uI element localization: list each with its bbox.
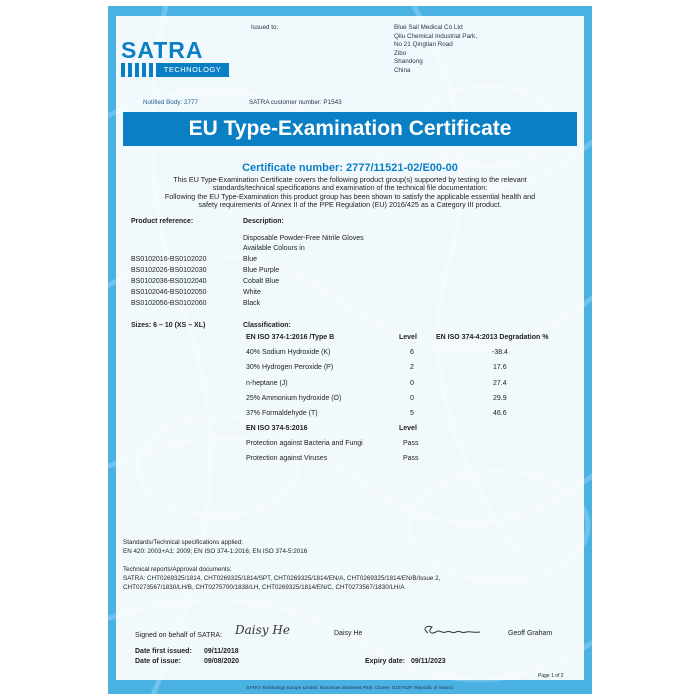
signature-daisy-he: Daisy He — [235, 623, 290, 637]
intro-line: safety requirements of Annex II of the PPE Regulation (EU) 2016/425 as a Category III product. — [198, 200, 502, 210]
table1-header-standard: EN ISO 374-1:2016 /Type B — [246, 334, 335, 341]
table2-header-level: Level — [399, 425, 417, 432]
chemical-degradation: 46.6 — [493, 410, 507, 417]
address-line: Blue Sail Medical Co Ltd — [394, 24, 463, 31]
customer-number: SATRA customer number: P1543 — [249, 99, 342, 106]
intro-line: This EU Type-Examination Certificate covers the following product group(s) supported by testing to the relevant — [173, 175, 527, 184]
intro-line: standards/technical specifications and examination of the technical file documentation: — [212, 183, 488, 193]
product-ref: BS0102046-BS0102050 — [131, 289, 207, 296]
product-ref: BS0102026-BS0102030 — [131, 267, 207, 274]
standards-value: EN 420: 2003+A1: 2009; EN ISO 374-1:2016; EN ISO 374-5:2016 — [123, 548, 308, 555]
date-of-issue-label: Date of issue: — [135, 658, 181, 665]
chemical-name: 30% Hydrogen Peroxide (P) — [246, 364, 334, 371]
intro-paragraph — [134, 176, 566, 210]
chemical-name: 40% Sodium Hydroxide (K) — [246, 349, 331, 356]
sizes: Sizes: 6 – 10 (XS – XL) — [131, 322, 206, 329]
footer-address: SATRA Technology Europe Limited. Bracetown Business Park. Clonee. D15YN2P. Republic of Ireland. — [246, 685, 454, 690]
signed-on-behalf-label: Signed on behalf of SATRA: — [135, 632, 223, 639]
logo-wordmark: SATRA — [121, 37, 204, 63]
product-colour: Cobalt Blue — [243, 278, 280, 285]
reports-line: CHT0273567/1830/LH/B, CHT0275700/1838/LH, CHT0269325/1814/EN/C, CHT0273567/1830/LH/A — [123, 584, 405, 591]
chemical-degradation: 29.9 — [493, 395, 507, 402]
product-colour: White — [243, 289, 261, 296]
chemical-degradation: 27.4 — [493, 380, 507, 387]
logo-stripes — [121, 63, 154, 77]
signatory-name: Daisy He — [334, 630, 363, 637]
address-line: Shandong — [394, 58, 423, 66]
standards-label: Standards/Technical specifications applied: — [123, 539, 244, 546]
chemical-level: 6 — [410, 349, 414, 356]
product-ref: BS0102016-BS0102020 — [131, 256, 207, 263]
description-line: Disposable Powder-Free Nitrile Gloves — [243, 235, 364, 242]
product-colour: Blue — [243, 256, 258, 263]
certificate-number: Certificate number: 2777/11521-02/E00-00 — [242, 162, 458, 174]
certificate-title: EU Type-Examination Certificate — [188, 117, 512, 140]
classification-heading: Classification: — [243, 322, 291, 329]
chemical-degradation: -38.4 — [492, 349, 508, 356]
date-of-issue: 09/08/2020 — [204, 658, 240, 665]
issued-to-label: Issued to: — [251, 24, 279, 31]
description-line: Available Colours in — [243, 245, 305, 252]
chemical-name: n-heptane (J) — [246, 380, 288, 387]
signatory-name: Geoff Graham — [508, 630, 553, 637]
table2-header-standard: EN ISO 374-5:2016 — [246, 425, 308, 432]
product-ref: BS0102036-BS0102040 — [131, 278, 207, 285]
certificate-sheet — [108, 6, 592, 694]
satra-logo — [121, 38, 229, 90]
signature-geoff-graham — [420, 623, 484, 639]
date-first-issued: 09/11/2018 — [204, 648, 239, 655]
product-colour: Black — [243, 300, 261, 307]
description-heading: Description: — [243, 218, 284, 225]
logo-subtext: TECHNOLOGY — [163, 65, 222, 74]
product-ref: BS0102056-BS0102060 — [131, 300, 207, 307]
protection-level: Pass — [403, 455, 419, 462]
table1-header-level: Level — [399, 334, 417, 341]
chemical-level: 2 — [410, 364, 414, 371]
title-banner — [123, 112, 577, 146]
product-colour: Blue Purple — [243, 267, 280, 274]
protection-level: Pass — [403, 440, 419, 447]
chemical-name: 37% Formaldehyde (T) — [246, 410, 318, 417]
address-line: China — [394, 66, 411, 74]
address-line: Zibo — [394, 49, 407, 57]
issued-to-address — [394, 24, 584, 76]
expiry-date: 09/11/2023 — [411, 658, 446, 665]
protection-name: Protection against Viruses — [246, 455, 328, 462]
chemical-name: 25% Ammonium hydroxide (O) — [246, 395, 342, 402]
chemical-level: 0 — [410, 380, 414, 387]
chemical-level: 5 — [410, 410, 414, 417]
product-reference-heading: Product reference: — [131, 218, 194, 225]
address-line: Qilu Chemical Industrial Park, — [394, 32, 477, 40]
reports-label: Technical reports/Approval documents: — [123, 566, 232, 573]
protection-name: Protection against Bacteria and Fungi — [246, 440, 363, 447]
table1-header-degradation: EN ISO 374-4:2013 Degradation % — [436, 334, 549, 341]
logo-technology-bar — [156, 63, 229, 77]
chemical-level: 0 — [410, 395, 414, 402]
intro-line: Following the EU Type-Examination this product group has been shown to satisfy the applicable essential health and — [164, 191, 536, 201]
page-number: Page 1 of 2 — [538, 673, 564, 679]
chemical-degradation: 17.6 — [493, 364, 507, 371]
reports-line: SATRA: CHT0269325/1814, CHT0269325/1814/SPT, CHT0269325/1814/EN/A, CHT0269325/1814/EN/B/Issue 2, — [123, 575, 441, 582]
expiry-date-label: Expiry date: — [365, 658, 406, 665]
address-line: No 21 Qingtian Road — [394, 41, 453, 49]
date-first-issued-label: Date first issued: — [135, 648, 192, 655]
notified-body: Notified Body: 2777 — [143, 99, 198, 106]
